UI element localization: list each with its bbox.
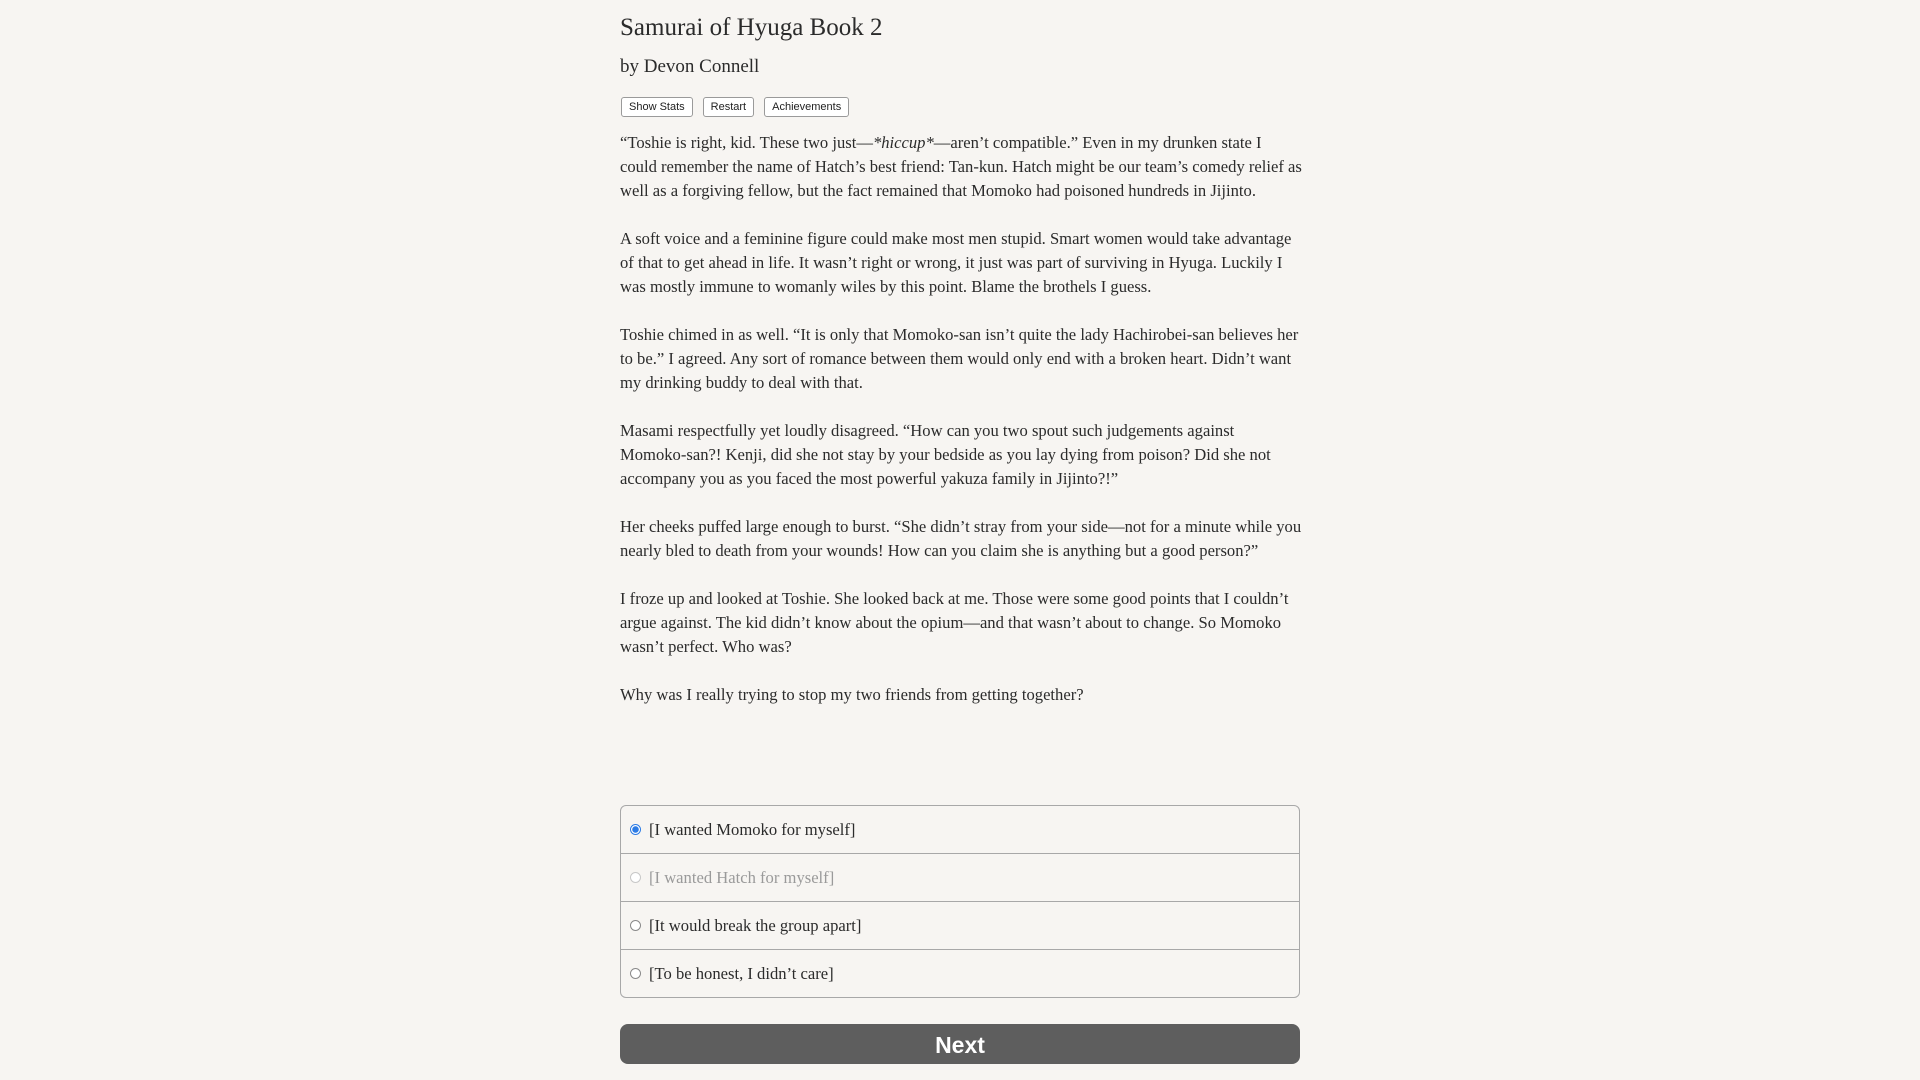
choice-option-disabled	[621, 853, 1299, 901]
toolbar	[621, 97, 849, 117]
choice-list	[620, 805, 1300, 998]
show-stats-button[interactable]: Show Stats	[621, 97, 693, 117]
radio-icon[interactable]	[630, 968, 641, 979]
choice-label: [I wanted Hatch for myself]	[649, 867, 835, 887]
story-emphasis: *hiccup*	[872, 133, 934, 152]
story-paragraph: Her cheeks puffed large enough to burst. “She didn’t stray from your side—not for a minute while you nearly bled to death from your wounds! How can you claim she is anything but a good person?”	[620, 517, 1302, 560]
story-paragraph: Masami respectfully yet loudly disagreed. “How can you two spout such judgements against Momoko-san?! Kenji, did she not stay by your bedside as you lay dying from poison? Did she not accompany you as you faced the most powerful yakuza family in Jijinto?!”	[620, 421, 1271, 488]
author-byline: by Devon Connell	[620, 56, 760, 77]
story-text	[620, 131, 1302, 707]
choice-prompt: Why was I really trying to stop my two friends from getting together?	[620, 685, 1084, 704]
next-button[interactable]: Next	[620, 1024, 1300, 1064]
restart-button[interactable]: Restart	[703, 97, 754, 117]
story-paragraph	[620, 131, 1302, 203]
choice-label: [To be honest, I didn’t care]	[649, 963, 834, 983]
choice-label: [I wanted Momoko for myself]	[649, 819, 856, 839]
story-paragraph: Toshie chimed in as well. “It is only that Momoko-san isn’t quite the lady Hachirobei-san believes her to be.” I agreed. Any sort of romance between them would only end with a broken heart. Didn’t want my drinking buddy to deal with that.	[620, 325, 1299, 392]
page-title: Samurai of Hyuga Book 2	[620, 14, 883, 41]
choice-option[interactable]	[621, 901, 1299, 949]
choice-option[interactable]	[621, 949, 1299, 997]
story-paragraph: I froze up and looked at Toshie. She looked back at me. Those were some good points that I couldn’t argue against. The kid didn’t know about the opium—and that wasn’t about to change. So Momoko wasn’t perfect. Who was?	[620, 589, 1289, 656]
radio-disabled-icon	[630, 872, 641, 883]
story-paragraph-text: “Toshie is right, kid. These two just—	[620, 133, 873, 152]
choice-option[interactable]	[621, 806, 1299, 853]
achievements-button[interactable]: Achievements	[764, 97, 849, 117]
radio-icon[interactable]	[630, 920, 641, 931]
story-paragraph: A soft voice and a feminine figure could make most men stupid. Smart women would take advantage of that to get ahead in life. It wasn’t right or wrong, it just was part of surviving in Hyuga. Luckily I was mostly immune to womanly wiles by this point. Blame the brothels I guess.	[620, 229, 1292, 296]
radio-selected-icon[interactable]	[630, 824, 641, 835]
story-paragraph-text: —aren’t compatible.” Even in my drunken state I could remember the name of Hatch’s best friend: Tan-kun. Hatch might be our team’s comedy relief as well as a forgiving fellow, but the fact remained that Momoko had poisoned hundreds in Jijinto.	[620, 133, 1302, 200]
choice-label: [It would break the group apart]	[649, 915, 862, 935]
